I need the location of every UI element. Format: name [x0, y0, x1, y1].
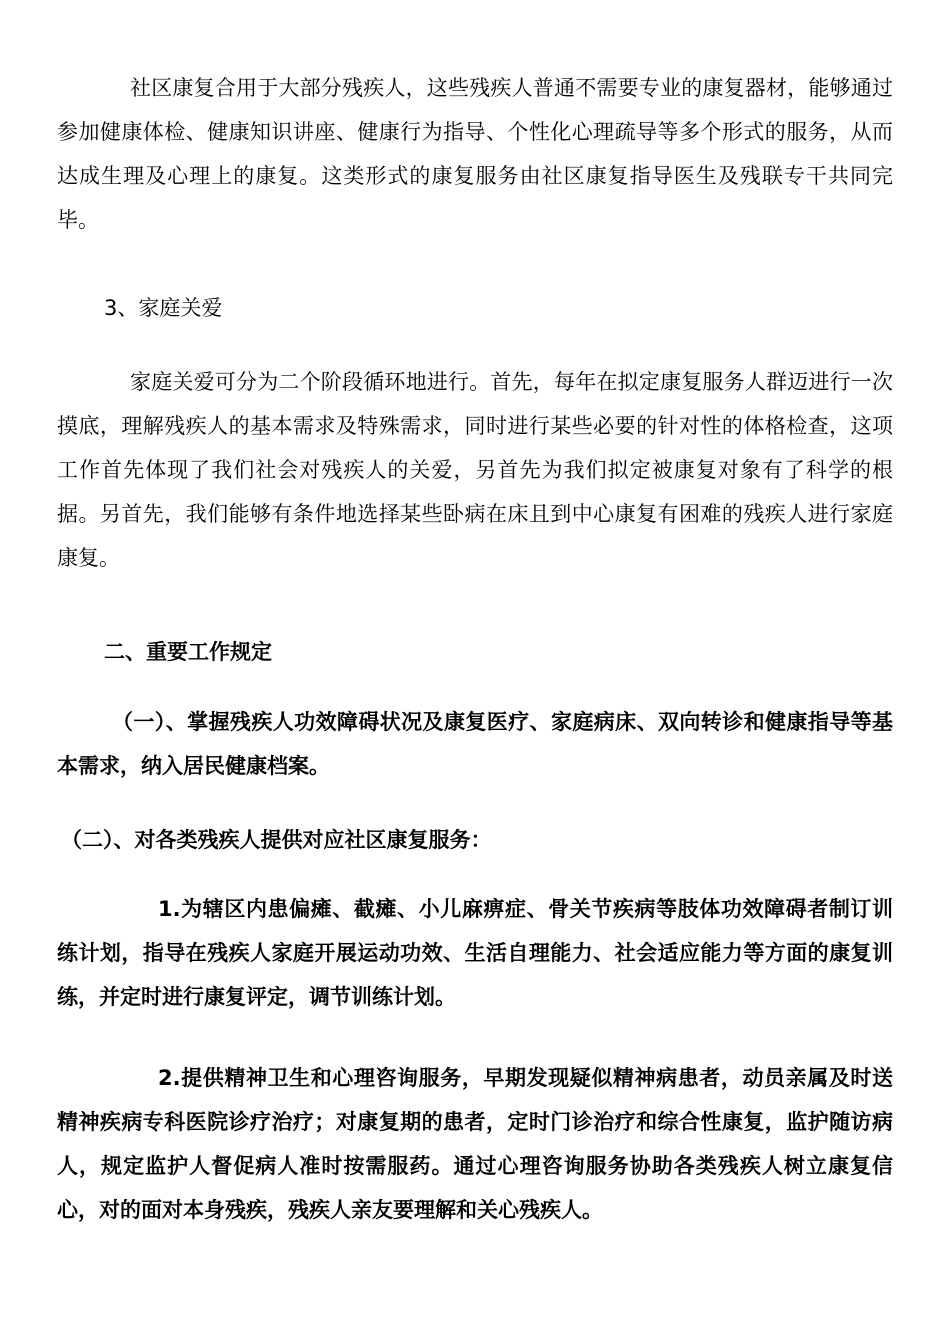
list-item-mental-health: 2.提供精神卫生和心理咨询服务，早期发现疑似精神病患者，动员亲属及时送精神疾病专科医院诊疗治疗；对康复期的患者，定时门诊治疗和综合性康复，监护随访病人，规定监护人督促病人准时按需服药。通过心理咨询服务协助各类残疾人树立康复信心，对的面对本身残疾，残疾人亲友要理解和关心残疾人。: [57, 1066, 893, 1222]
heading-family-care: 3、家庭关爱: [104, 296, 223, 320]
paragraph-community-rehab: 社区康复合用于大部分残疾人，这些残疾人普通不需要专业的康复器材，能够通过参加健康体检、健康知识讲座、健康行为指导、个性化心理疏导等多个形式的服务，从而达成生理及心理上的康复。这类形式的康复服务由社区康复指导医生及残联专干共同完毕。: [57, 76, 893, 232]
paragraph-family-care: 家庭关爱可分为二个阶段循环地进行。首先，每年在拟定康复服务人群迈进行一次摸底，理解残疾人的基本需求及特殊需求，同时进行某些必要的针对性的体格检查，这项工作首先体现了我们社会对残疾人的关爱，另首先为我们拟定被康复对象有了科学的根据。另首先，我们能够有条件地选择某些卧病在床且到中心康复有困难的残疾人进行家庭康复。: [57, 370, 893, 570]
list-item-physical-rehab: 1.为辖区内患偏瘫、截瘫、小儿麻痹症、骨关节疾病等肢体功效障碍者制订训练计划，指导在残疾人家庭开展运动功效、生活自理能力、社会适应能力等方面的康复训练，并定时进行康复评定，调节训练计划。: [57, 897, 893, 1009]
heading-work-rules: 二、重要工作规定: [104, 640, 272, 664]
paragraph-rule-one: （一）、掌握残疾人功效障碍状况及康复医疗、家庭病床、双向转诊和健康指导等基本需求，纳入居民健康档案。: [57, 710, 893, 778]
paragraph-rule-two: （二）、对各类残疾人提供对应社区康复服务：: [61, 828, 492, 852]
